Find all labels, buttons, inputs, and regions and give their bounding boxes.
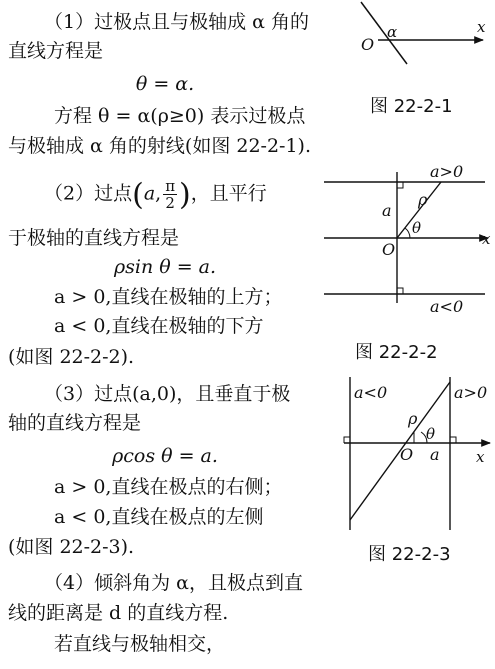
fig2-label-x: x <box>482 230 491 248</box>
s1-line4: 与极轴成 α 角的射线(如图 22-2-1). <box>8 135 312 157</box>
s4-line2: 线的距离是 d 的直线方程. <box>8 602 229 624</box>
fig1-line <box>361 2 407 64</box>
s3-line5: (如图 22-2-3). <box>8 536 135 558</box>
s2-line1-lead: （2）过点 <box>44 182 133 205</box>
fig3-label-a-lt: a<0 <box>354 383 388 402</box>
s1-line2: 直线方程是 <box>8 40 104 62</box>
fig1-label-alpha: α <box>387 23 398 41</box>
fig1-caption: 图 22-2-1 <box>370 96 453 117</box>
fig2-label-a-lt: a<0 <box>430 297 464 316</box>
fig2-label-a-gt: a>0 <box>430 162 464 181</box>
fig1-label-O: O <box>361 35 375 54</box>
fig2-label-theta: θ <box>412 219 422 237</box>
figure-22-2-1 <box>355 0 495 75</box>
s2-line5: (如图 22-2-2). <box>8 346 135 368</box>
s2-line3: a > 0,直线在极轴的上方； <box>54 286 283 308</box>
fig2-caption: 图 22-2-2 <box>355 342 438 363</box>
s2-point-a: a <box>143 182 156 205</box>
s2-point-numerator: π <box>165 177 176 195</box>
s3-line2: 轴的直线方程是 <box>8 412 142 434</box>
s2-line1-tail: ，且平行 <box>190 182 267 205</box>
figure-22-2-2 <box>320 160 495 325</box>
fig3-right-angle-right <box>450 437 456 443</box>
fig1-label-x: x <box>477 18 486 36</box>
fig3-right-angle-left <box>344 437 350 443</box>
fig2-label-a: a <box>382 201 392 220</box>
s1-equation: θ = α. <box>135 73 195 95</box>
s2-line2: 于极轴的直线方程是 <box>8 227 180 249</box>
s2-point-denominator: 2 <box>165 194 175 212</box>
fig3-label-O: O <box>400 445 414 464</box>
s3-equation: ρcos θ = a. <box>112 445 218 467</box>
fig3-label-x: x <box>476 448 485 466</box>
fig2-theta-arc <box>405 228 410 238</box>
s2-line4: a < 0,直线在极轴的下方 <box>54 315 264 337</box>
s3-line1: （3）过点(a,0)，且垂直于极 <box>44 383 291 405</box>
fig2-label-rho: ρ <box>418 190 428 209</box>
s3-line4: a < 0,直线在极点的左侧 <box>54 506 264 528</box>
fig3-label-a-gt: a>0 <box>454 383 488 402</box>
s4-line1: （4）倾斜角为 α，且极点到直 <box>44 572 303 594</box>
fig3-label-rho: ρ <box>408 409 418 428</box>
s1-line3: 方程 θ = α(ρ≥0) 表示过极点 <box>54 105 306 127</box>
fig2-label-O: O <box>382 240 396 259</box>
s1-line1: （1）过极点且与极轴成 α 角的 <box>44 11 309 33</box>
fig2-right-angle-top <box>397 182 403 188</box>
s2-equation: ρsin θ = a. <box>113 256 217 278</box>
s2-line1: （2）过点(a, $\frac{\pi}{2}$ )，且平行 <box>44 177 267 213</box>
figure-22-2-3 <box>330 372 495 537</box>
s3-line3: a > 0,直线在极点的右侧； <box>54 476 283 498</box>
s4-line3: 若直线与极轴相交， <box>54 633 226 655</box>
fig3-label-theta: θ <box>426 425 436 443</box>
fig2-right-angle-bottom <box>397 288 403 294</box>
fig3-caption: 图 22-2-3 <box>368 544 451 565</box>
fig3-label-a: a <box>430 445 440 464</box>
